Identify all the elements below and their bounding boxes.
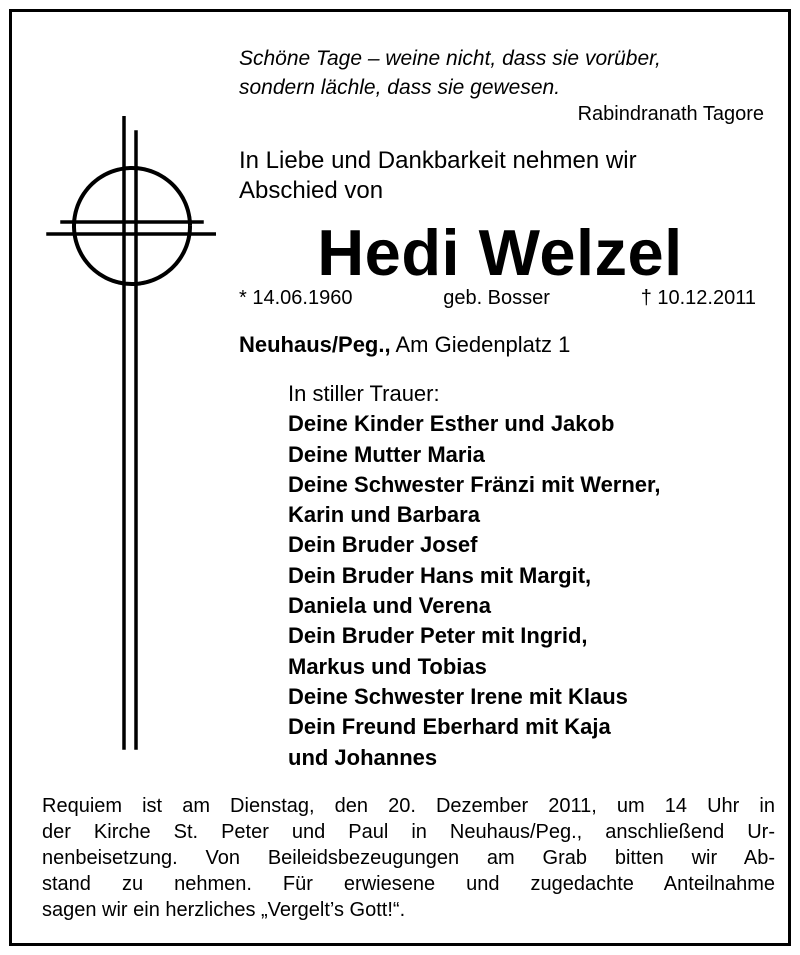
mourner-line: Markus und Tobias — [288, 653, 487, 679]
mourner-line: und Johannes — [288, 744, 438, 770]
obituary-notice — [9, 9, 791, 946]
intro-line-1: In Liebe und Dankbarkeit nehmen wir — [239, 147, 637, 174]
address-town: Neuhaus/Peg., — [239, 332, 391, 357]
mourner-line: Deine Schwester Irene mit Klaus — [288, 683, 628, 709]
mourner-line: Dein Freund Eberhard mit Kaja — [288, 714, 611, 740]
mourner-line: Dein Bruder Hans mit Margit, — [288, 562, 592, 588]
mourner-line: Deine Schwester Fränzi mit Werner, — [288, 471, 661, 497]
intro-line-2: Abschied von — [239, 177, 384, 204]
mourner-line: Deine Kinder Esther und Jakob — [288, 411, 615, 437]
celtic-cross-icon — [46, 116, 216, 766]
mourner-line: Karin und Barbara — [288, 502, 480, 528]
address — [239, 332, 570, 358]
notice-line: sagen wir ein herzliches „Vergelt’s Gott!“. — [42, 899, 406, 921]
intro-text — [239, 146, 637, 206]
quote-author: Rabindranath Tagore — [577, 103, 764, 125]
birth-date: * 14.06.1960 — [239, 287, 353, 309]
notice-line: der Kirche St. Peter und Paul in Neuhaus/Peg., anschließend Ur- — [42, 821, 775, 843]
mourner-line: Dein Bruder Josef — [288, 532, 478, 558]
mourner-line: Daniela und Verena — [288, 593, 491, 619]
notice-line: nenbeisetzung. Von Beileidsbezeugungen am Grab bitten wir Ab- — [42, 847, 775, 869]
maiden-name: geb. Bosser — [443, 287, 550, 309]
mourners-lead: In stiller Trauer: — [288, 381, 440, 406]
mourner-line: Dein Bruder Peter mit Ingrid, — [288, 623, 588, 649]
address-street: Am Giedenplatz 1 — [395, 332, 571, 357]
notice-line: stand zu nehmen. Für erwiesene und zugedachte Anteilnahme — [42, 873, 775, 895]
service-notice — [42, 793, 775, 923]
dates-row — [239, 287, 756, 310]
mourner-line: Deine Mutter Maria — [288, 441, 485, 467]
mourners-list — [288, 379, 661, 773]
notice-line: Requiem ist am Dienstag, den 20. Dezember 2011, um 14 Uhr in — [42, 795, 775, 817]
death-date: † 10.12.2011 — [640, 287, 756, 309]
quote-line-1: Schöne Tage – weine nicht, dass sie vorüber, — [239, 47, 661, 70]
deceased-name: Hedi Welzel — [317, 216, 683, 289]
quote-line-2: sondern lächle, dass sie gewesen. — [239, 76, 561, 99]
quote — [239, 44, 661, 102]
